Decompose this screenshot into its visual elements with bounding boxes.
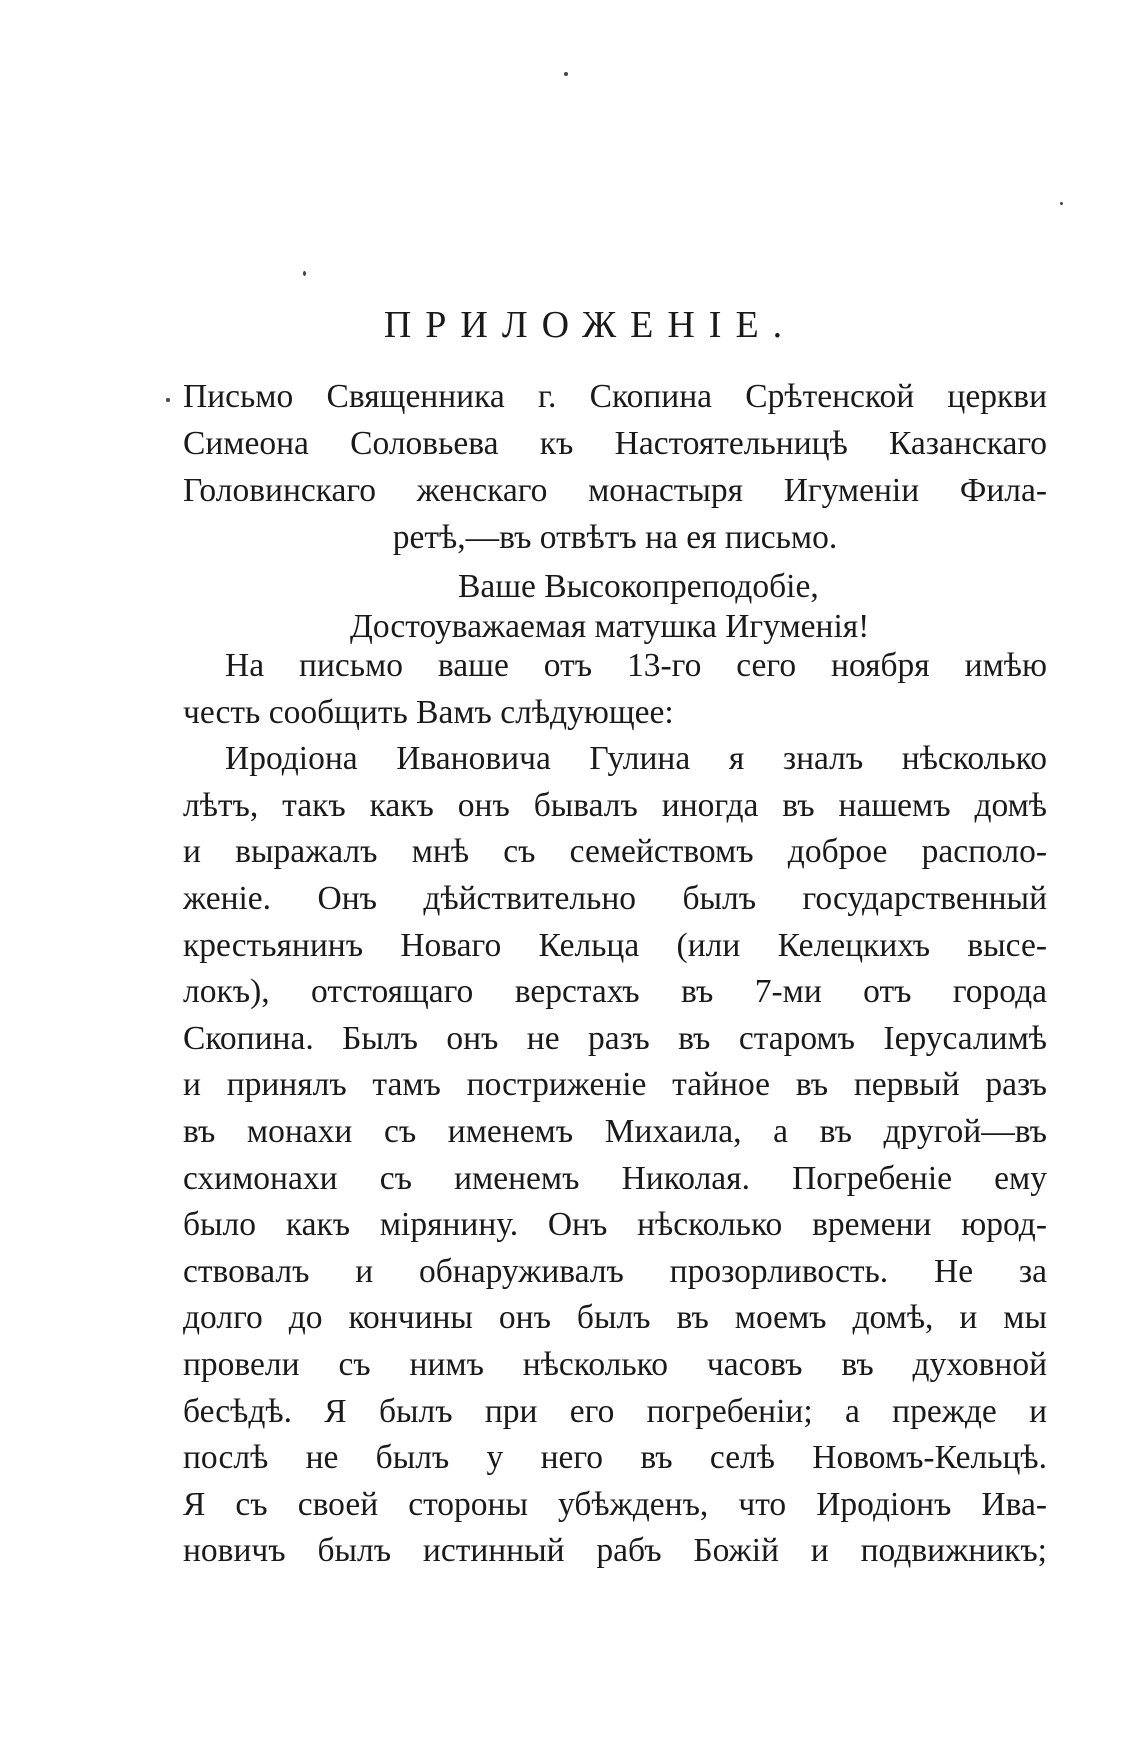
body-line: честь сообщить Вамъ слѣдующее: — [183, 693, 674, 731]
print-speck — [564, 72, 568, 76]
body-line: крестьянинъ Новаго Кельца (или Келецкихъ высе- — [183, 926, 1047, 964]
greeting-line-1: Ваше Высокопреподобіе, — [458, 568, 819, 605]
body-line: новичъ былъ истинный рабъ Божій и подвижникъ; — [183, 1532, 1047, 1570]
body-line: послѣ не былъ у него въ селѣ Новомъ-Кельцѣ. — [183, 1439, 1047, 1477]
body-line: схимонахи съ именемъ Николая. Погребеніе ему — [183, 1159, 1047, 1197]
body-line: и принялъ тамъ постриженіе тайное въ первый разъ — [183, 1066, 1047, 1104]
body-line: Я съ своей стороны убѣжденъ, что Иродіонъ Ива- — [183, 1485, 1047, 1523]
page-title: ПРИЛОЖЕНІЕ. — [383, 304, 797, 346]
body-line: и выражалъ мнѣ съ семействомъ доброе располо- — [183, 833, 1047, 871]
subtitle-line: Письмо Священника г. Скопина Срѣтенской церкви — [183, 378, 1047, 415]
subtitle-line: Головинскаго женскаго монастыря Игуменіи Фила- — [183, 472, 1047, 509]
letter-body — [183, 643, 1047, 1575]
body-line: ствовалъ и обнаруживалъ прозорливость. Не за — [183, 1252, 1047, 1290]
body-line: лѣтъ, такъ какъ онъ бывалъ иногда въ нашемъ домѣ — [183, 786, 1047, 824]
body-line: Скопина. Былъ онъ не разъ въ старомъ Іерусалимѣ — [183, 1019, 1047, 1057]
body-line: локъ), отстоящаго верстахъ въ 7-ми отъ города — [183, 973, 1047, 1011]
subtitle-line: ретѣ,—въ отвѣтъ на ея письмо. — [392, 519, 838, 556]
print-speck — [1060, 202, 1063, 205]
body-line: женіе. Онъ дѣйствительно былъ государственный — [183, 879, 1047, 917]
letter-subtitle — [183, 373, 1047, 561]
body-line: Иродіона Ивановича Гулина я зналъ нѣсколько — [225, 740, 1047, 778]
body-line: въ монахи съ именемъ Михаила, а въ другой—въ — [183, 1112, 1047, 1150]
body-line: На письмо ваше отъ 13-го сего ноября имѣю — [225, 647, 1047, 684]
body-line: долго до кончины онъ былъ въ моемъ домѣ, и мы — [183, 1299, 1047, 1337]
subtitle-line: Симеона Соловьева къ Настоятельницѣ Казанскаго — [183, 425, 1047, 462]
print-speck — [303, 271, 306, 276]
body-line: бесѣдѣ. Я былъ при его погребеніи; а прежде и — [183, 1392, 1047, 1430]
body-line: провели съ нимъ нѣсколько часовъ въ духовной — [183, 1345, 1047, 1383]
greeting-line-2: Достоуважаемая матушка Игуменія! — [350, 608, 870, 645]
body-line: было какъ мірянину. Онъ нѣсколько времени юрод- — [183, 1206, 1047, 1244]
print-speck — [166, 398, 170, 402]
